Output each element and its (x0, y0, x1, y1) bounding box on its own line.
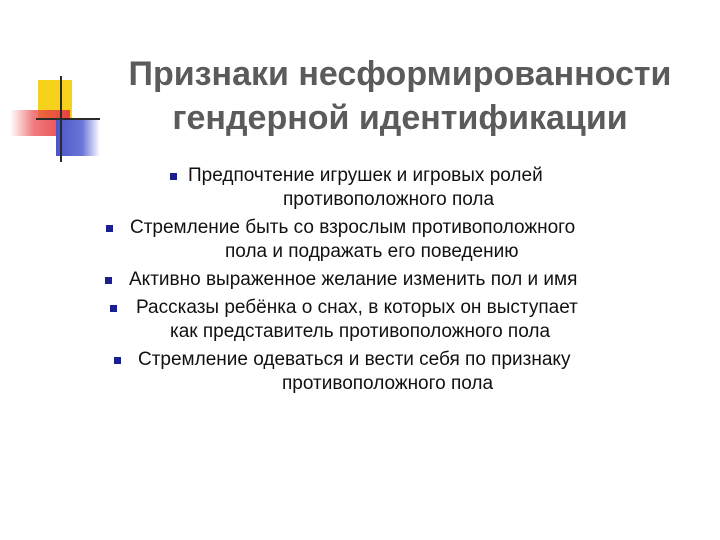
slide-title-line-1: Признаки несформированности (128, 55, 672, 93)
square-bullet-icon (106, 225, 113, 232)
decorative-corner-graphic (0, 0, 110, 170)
bullet-text-line-1: Активно выраженное желание изменить пол и имя (129, 269, 578, 290)
bullet-item (100, 348, 720, 396)
bullet-text-line-1: Предпочтение игрушек и игровых ролей (188, 165, 543, 186)
slide-title-line-2: гендерной идентификации (172, 99, 628, 137)
slide-title (100, 52, 700, 140)
square-bullet-icon (114, 357, 121, 364)
square-bullet-icon (105, 277, 112, 284)
horizontal-line-shape (36, 118, 100, 120)
square-bullet-icon (110, 305, 117, 312)
bullet-text-line-2: противоположного пола (282, 373, 494, 394)
bullet-text-line-1: Рассказы ребёнка о снах, в которых он выступает (136, 297, 578, 318)
bullet-text-line-1: Стремление одеваться и вести себя по признаку (138, 349, 571, 370)
bullet-item (100, 268, 720, 292)
bullet-text-line-2: пола и подражать его поведению (225, 241, 519, 262)
bullet-text-line-2: как представитель противоположного пола (170, 321, 551, 342)
bullet-list (100, 164, 720, 400)
bullet-item (100, 164, 720, 212)
bullet-text-line-2: противоположного пола (283, 189, 495, 210)
blue-gradient-shape (56, 118, 100, 156)
bullet-item (100, 216, 720, 264)
square-bullet-icon (170, 173, 177, 180)
bullet-item (100, 296, 720, 344)
bullet-text-line-1: Стремление быть со взрослым противоположного (130, 217, 576, 238)
